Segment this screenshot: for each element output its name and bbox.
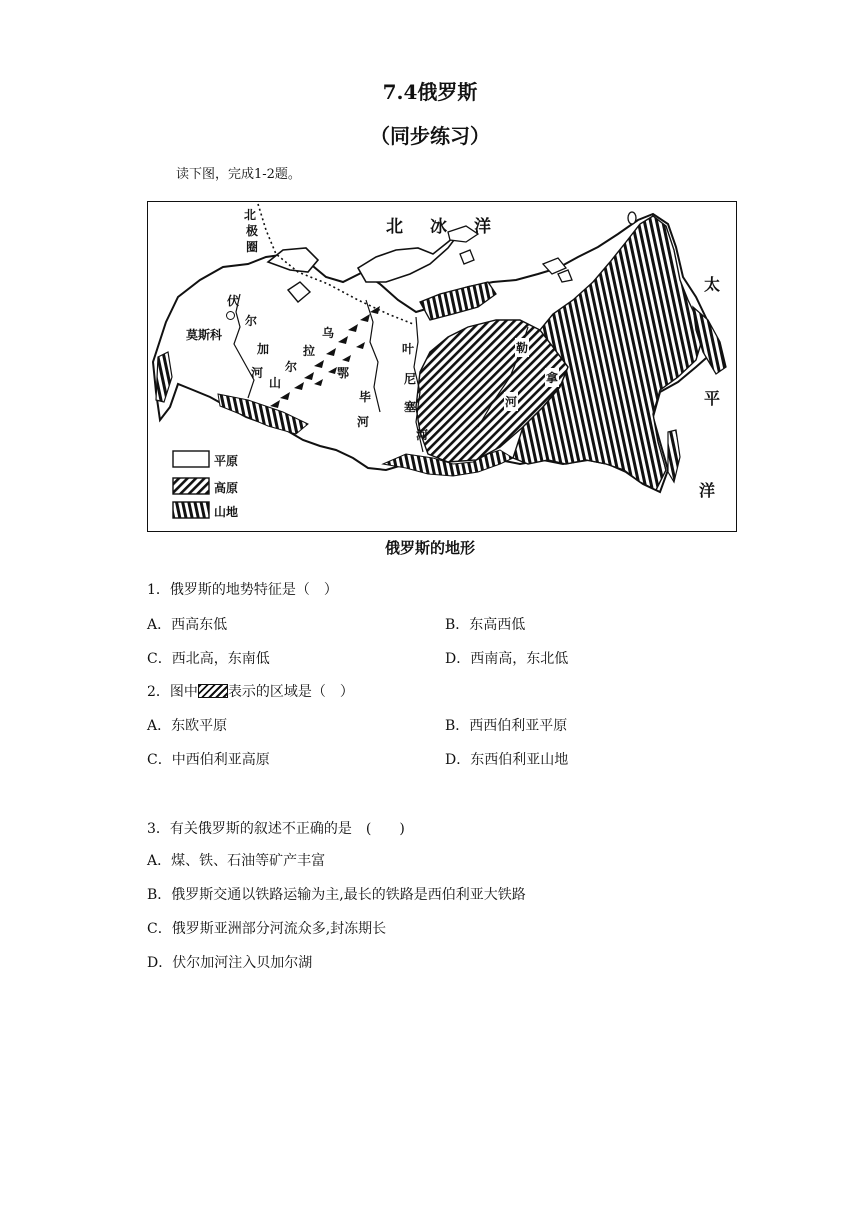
- legend-swatch-mountain: [173, 502, 209, 518]
- label-arctic-circle-3: 圈: [246, 240, 259, 254]
- legend-label-plain: 平原: [214, 454, 239, 468]
- legend-label-plateau: 高原: [214, 481, 239, 495]
- russia-terrain-map: [147, 201, 737, 532]
- q2-option-b: B．西西伯利亚平原: [445, 718, 568, 734]
- label-yenisei-1: 叶: [402, 342, 415, 356]
- page-subtitle: （同步练习）: [370, 124, 490, 148]
- question-2-stem: [147, 681, 354, 701]
- question-3-stem: 3．有关俄罗斯的叙述不正确的是 ( ): [147, 821, 405, 837]
- label-volga-2: 尔: [245, 314, 258, 328]
- q3-option-d: D．伏尔加河注入贝加尔湖: [147, 955, 313, 971]
- label-pacific-1: 太: [704, 275, 721, 294]
- label-pacific-3: 洋: [699, 481, 716, 500]
- q3-option-a: A．煤、铁、石油等矿产丰富: [147, 853, 326, 869]
- label-yenisei-2: 尼: [404, 372, 417, 386]
- question-1-stem: 1．俄罗斯的地势特征是（ ）: [147, 582, 338, 598]
- label-pacific-2: 平: [704, 389, 721, 408]
- label-arctic-ocean-2: 冰: [430, 217, 447, 237]
- label-ural-1: 乌: [322, 326, 335, 340]
- q2-option-d: D．东西伯利亚山地: [445, 752, 569, 768]
- plateau-pattern-swatch: [198, 684, 228, 698]
- label-ural-4: 山: [269, 376, 282, 390]
- label-volga-1: 伏: [227, 294, 240, 308]
- q2-stem-before: 2．图中: [147, 684, 198, 700]
- label-ural-3: 尔: [285, 360, 298, 374]
- label-lena-2: 拿: [545, 368, 559, 387]
- legend-swatch-plain: [173, 451, 209, 467]
- legend-label-mountain: 山地: [214, 505, 239, 519]
- q3-option-c: C．俄罗斯亚洲部分河流众多,封冻期长: [147, 921, 387, 937]
- label-volga-3: 加: [257, 342, 270, 356]
- label-ob-2: 毕: [359, 390, 372, 404]
- q1-option-c: C．西北高，东南低: [147, 651, 270, 667]
- label-arctic-ocean-3: 洋: [474, 217, 491, 237]
- legend-swatch-plateau: [173, 478, 209, 494]
- label-arctic-circle-1: 北: [244, 208, 257, 222]
- q1-option-a: A．西高东低: [147, 617, 228, 633]
- label-arctic-circle-2: 极: [246, 224, 259, 238]
- q1-option-b: B．东高西低: [445, 617, 526, 633]
- label-ob-3: 河: [357, 415, 370, 429]
- label-yenisei-4: 河: [416, 428, 429, 442]
- map-caption: 俄罗斯的地形: [384, 539, 475, 557]
- intro-text: 读下图，完成1-2题。: [176, 167, 301, 182]
- moscow-city-dot: [226, 311, 235, 320]
- page-title: 7.4俄罗斯: [382, 80, 478, 104]
- label-lena-3: 河: [504, 392, 518, 411]
- label-arctic-ocean-1: 北: [386, 217, 403, 237]
- label-volga-4: 河: [251, 366, 264, 380]
- q2-option-c: C．中西伯利亚高原: [147, 752, 270, 768]
- label-yenisei-3: 塞: [404, 400, 417, 414]
- label-moscow: 莫斯科: [186, 328, 223, 342]
- label-lena-1: 勒: [515, 338, 529, 357]
- q2-option-a: A．东欧平原: [147, 718, 228, 734]
- q1-option-d: D．西南高，东北低: [445, 651, 569, 667]
- label-ob-1: 鄂: [337, 366, 350, 380]
- label-ural-2: 拉: [303, 344, 316, 358]
- q3-option-b: B．俄罗斯交通以铁路运输为主,最长的铁路是西伯利亚大铁路: [147, 887, 526, 903]
- q2-stem-after: 表示的区域是（ ）: [227, 684, 354, 700]
